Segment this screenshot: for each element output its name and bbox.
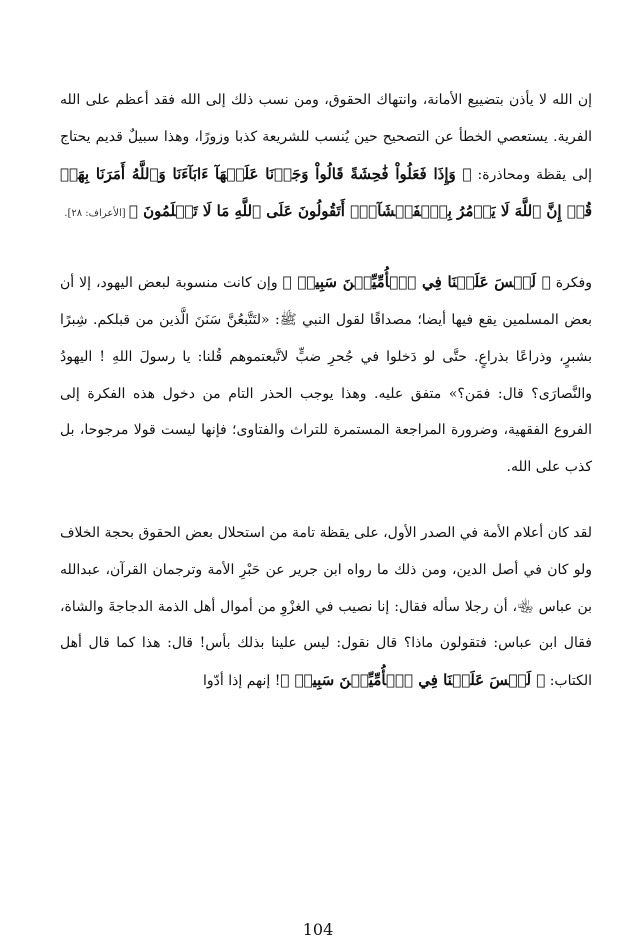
paragraph-1: [60, 82, 592, 233]
verse-reference: [الأعراف: ٢٨].: [64, 208, 129, 220]
paragraph-text: وإن كانت منسوبة لبعض اليهود، إلا أن بعض المسلمين يقع فيها أيضا؛ مصداقًا لقول النبي ﷺ: «لتَتَّبعُنَّ سَنَنَ الَّذين من قبلكم. شِبرًا بشبرٍ، وذراعًا بذراعٍ. حتَّى لو دَخلوا في جُحرِ ضبٍّ لاتَّبعتموهم قُلنا: يا رسولَ اللهِ ! اليهودُ والنَّصارَى؟ قال: فمَن؟» متفق عليه. وهذا يوجب الحذر التام من دخول هذه الفكرة إلى الفروع الفقهية، وضرورة المراجعة المستمرة للتراث والفتاوى؛ فإنها ليست قولا مرجوحا، بل كذب على الله.: [60, 275, 592, 476]
quran-verse: ﴿ لَيۡسَ عَلَيۡنَا فِي ٱلۡأُمِّيِّـۧنَ سَبِيلٞ ﴾: [282, 273, 551, 292]
paragraph-text: إن الله لا يأذن بتضييع الأمانة، وانتهاك الحقوق، ومن نسب ذلك إلى الله فقد أعظم على الله الفرية. يستعصي الخطأ عن التصحيح حين يُنسب للشريعة كذبا وزورًا، وهذا سبيلٌ قديم يحتاج إلى يقظة ومحاذرة:: [60, 92, 592, 183]
paragraph-3: [60, 515, 592, 700]
paragraph-text: وفكرة: [550, 275, 592, 292]
quran-verse: ﴿ وَإِذَا فَعَلُواْ فَٰحِشَةً قَالُواْ وَجَدۡنَا عَلَيۡهَآ ءَابَآءَنَا وَٱللَّهُ أَمَرَنَا بِهَاۗ قُلۡ إِنَّ ٱللَّهَ لَا يَأۡمُرُ بِٱلۡفَحۡشَآءِۖ أَتَقُولُونَ عَلَى ٱللَّهِ مَا لَا تَعۡلَمُونَ ﴾: [60, 164, 592, 221]
body-text: [60, 82, 592, 700]
quran-verse: ﴿ لَيۡسَ عَلَيۡنَا فِي ٱلۡأُمِّيِّـۧنَ سَبِيلٞ ﴾: [280, 671, 546, 690]
paragraph-2: [60, 264, 592, 486]
page-number: 104: [302, 920, 334, 939]
paragraph-text: ! إنهم إذا أدّوا: [203, 673, 281, 690]
paragraph-text: لقد كان أعلام الأمة في الصدر الأول، على يقظة تامة من استحلال بعض الحقوق بحجة الخلاف ولو كان في أصل الدين، ومن ذلك ما رواه ابن جرير عن حَبْرِ الأمة وترجمان القرآن، عبدالله بن عباس ﵄، أن رجلا سأله فقال: إنا نصيب في الغزْوِ من أموال أهل الذمة الدجاجةَ والشاة، فقال ابن عباس: فتقولون ماذا؟ قال نقول: ليس علينا بذلك بأس! قال: هذا كما قال أهل الكتاب:: [60, 524, 592, 690]
